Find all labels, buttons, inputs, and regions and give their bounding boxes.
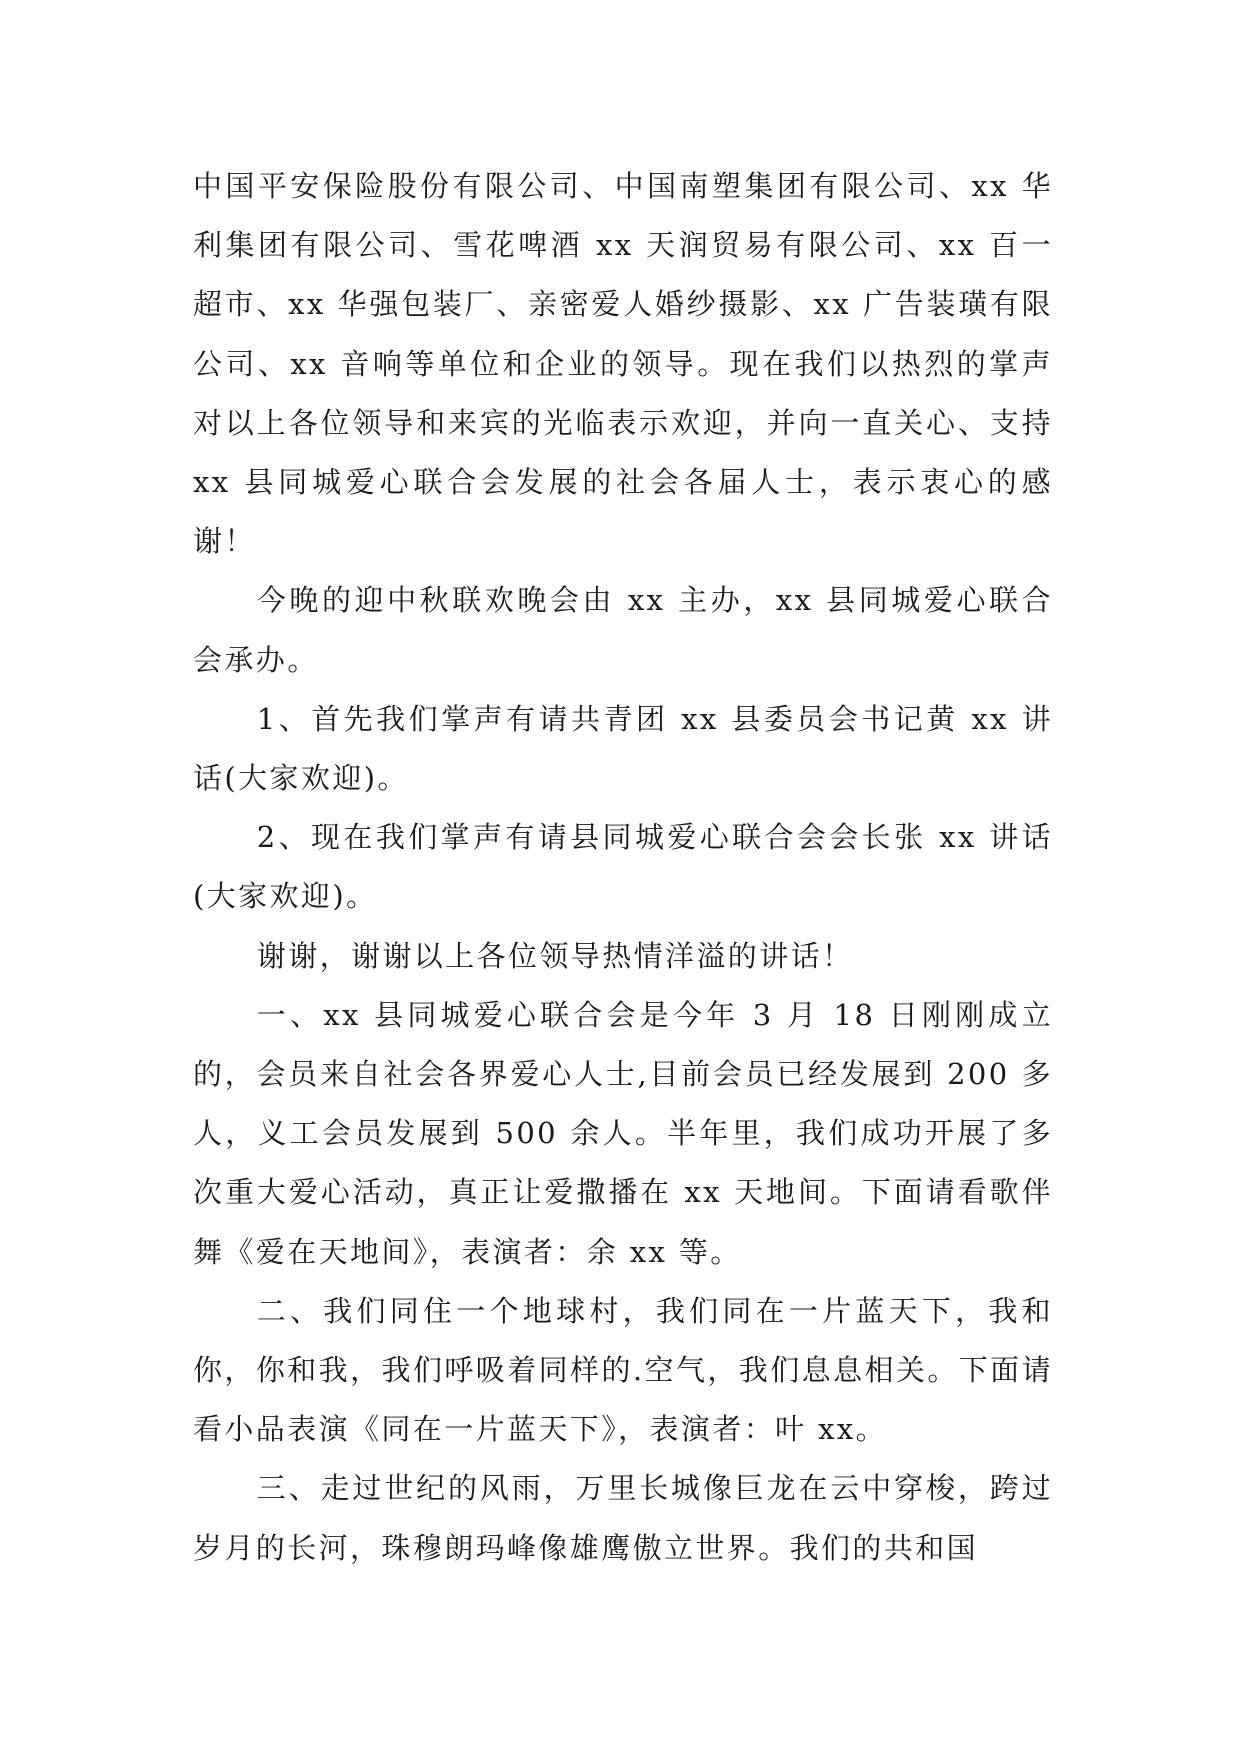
paragraph-8: 三、走过世纪的风雨，万里长城像巨龙在云中穿梭，跨过岁月的长河，珠穆朗玛峰像雄鹰傲立世界。我们的共和国 [193,1471,1053,1565]
paragraph-3: 1、首先我们掌声有请共青团 xx 县委员会书记黄 xx 讲话(大家欢迎)。 [193,701,1053,796]
document-body [193,157,1053,1578]
paragraph-4: 2、现在我们掌声有请县同城爱心联合会会长张 xx 讲话(大家欢迎)。 [193,820,1053,914]
paragraph-7: 二、我们同住一个地球村，我们同在一片蓝天下，我和你，你和我，我们呼吸着同样的.空气，我们息息相关。下面请看小品表演《同在一片蓝天下》，表演者：叶 xx。 [193,1293,1053,1447]
paragraph-5: 谢谢，谢谢以上各位领导热情洋溢的讲话！ [256,938,854,973]
paragraph-1: 中国平安保险股份有限公司、中国南塑集团有限公司、xx 华利集团有限公司、雪花啤酒 xx 天润贸易有限公司、xx 百一超市、xx 华强包装厂、亲密爱人婚纱摄影、xx 广告装璜有限公司、xx 音响等单位和企业的领导。现在我们以热烈的掌声对以上各位领导和来宾的光临表示欢迎，并向一直关心、支持 xx 县同城爱心联合会发展的社会各届人士，表示衷心的感谢！ [193,169,1053,559]
paragraph-2: 今晚的迎中秋联欢晚会由 xx 主办，xx 县同城爱心联合会承办。 [193,583,1053,677]
paragraph-6: 一、xx 县同城爱心联合会是今年 3 月 18 日刚刚成立的，会员来自社会各界爱心人士,目前会员已经发展到 200 多人，义工会员发展到 500 余人。半年里，我们成功开展了多次重大爱心活动，真正让爱撒播在 xx 天地间。下面请看歌伴舞《爱在天地间》，表演者：余 xx 等。 [193,997,1053,1269]
